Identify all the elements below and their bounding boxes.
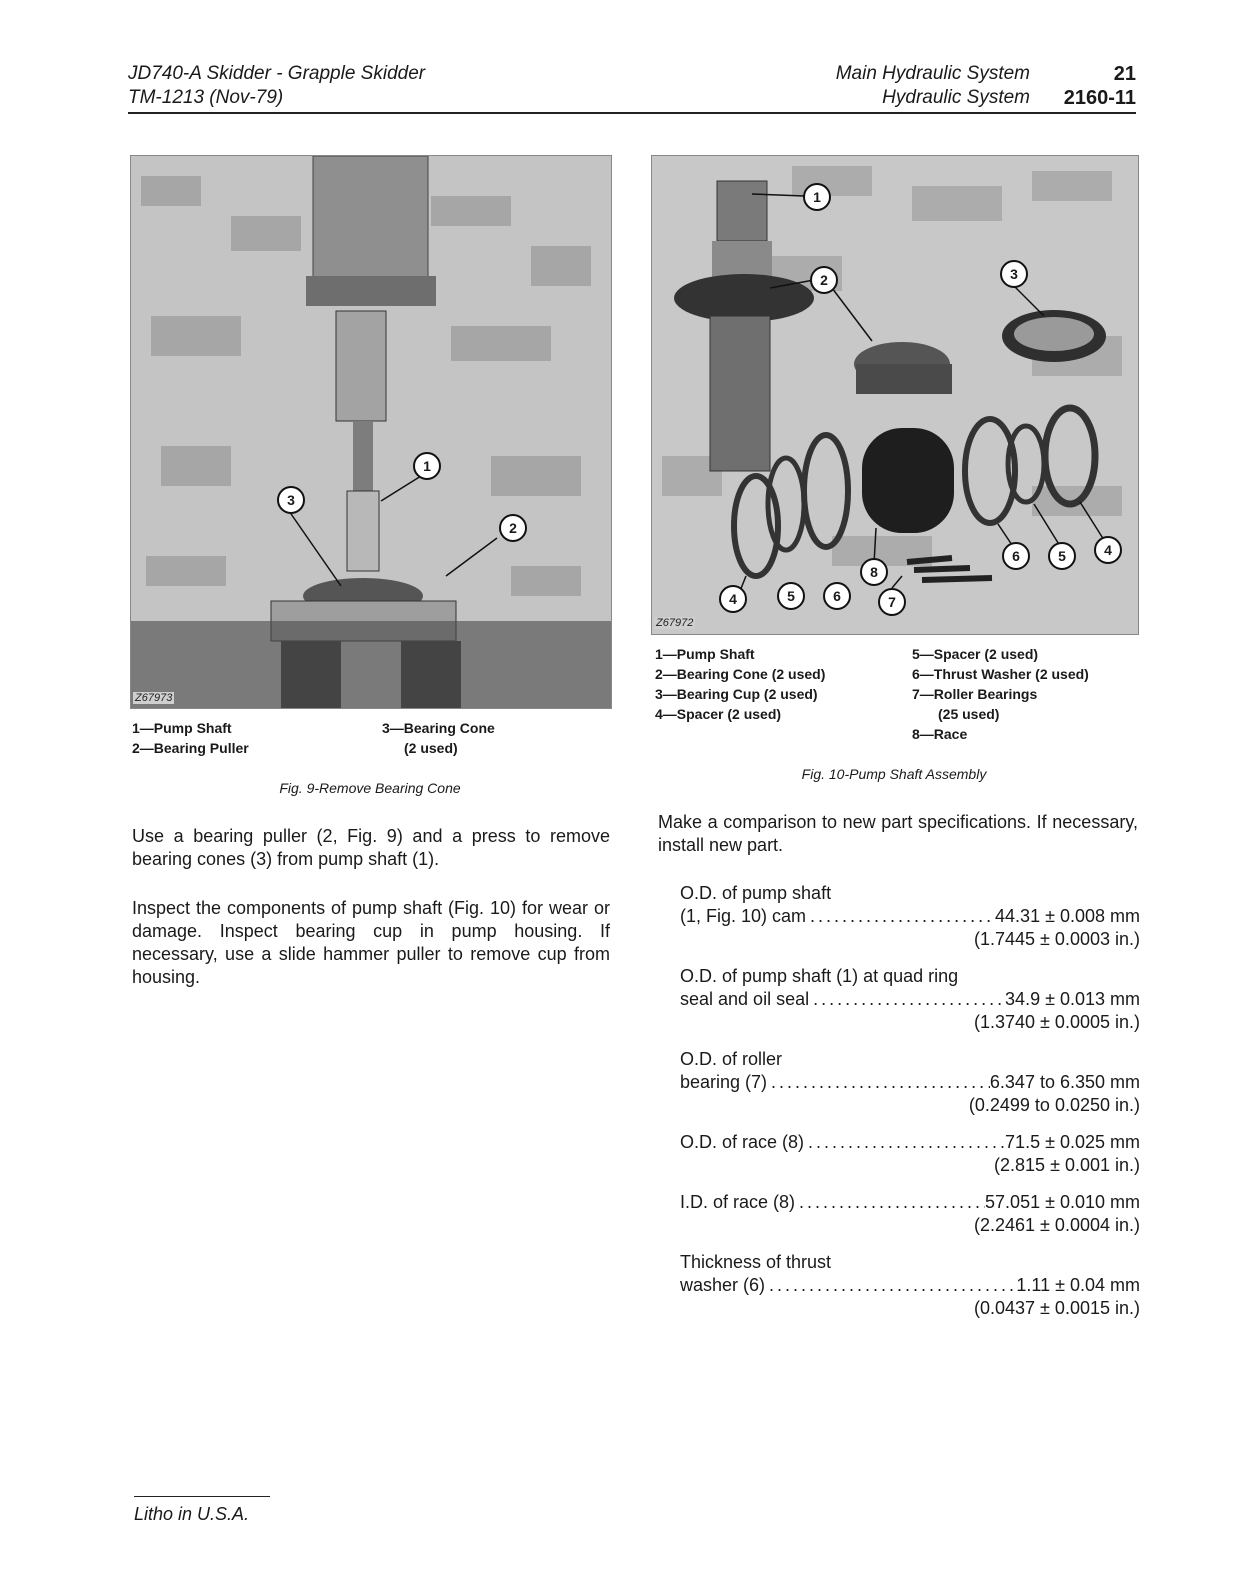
spec-imperial: (0.0437 ± 0.0015 in.) [974, 1298, 1140, 1318]
fig9-photo [130, 155, 612, 709]
spec-label: (1, Fig. 10) cam [680, 906, 807, 926]
spec-imperial: (2.815 ± 0.001 in.) [994, 1155, 1140, 1175]
spec-label: O.D. of pump shaft [680, 883, 832, 903]
spec-race-od [680, 1131, 1140, 1179]
spec-label: O.D. of roller [680, 1049, 783, 1069]
fig10-legend-col2 [912, 644, 1137, 744]
fig10-callout-bearing-cup: 3 [1000, 260, 1028, 288]
spec-leader [765, 1274, 1016, 1297]
fig10-legend-item: 3—Bearing Cup (2 used) [655, 686, 818, 702]
manual-title: JD740-A Skidder - Grapple Skidder [128, 63, 426, 84]
spec-metric: 44.31 ± 0.008 mm [995, 906, 1140, 926]
spec-leader [767, 1071, 990, 1094]
spec-leader [804, 1131, 1005, 1154]
fig9-callout-3: 3 [277, 486, 305, 514]
fig10-legend-item: 5—Spacer (2 used) [912, 646, 1039, 662]
spec-race-id [680, 1191, 1140, 1239]
fig10-legend-item: 4—Spacer (2 used) [655, 706, 782, 722]
spec-label: I.D. of race (8) [680, 1192, 796, 1212]
spec-label: seal and oil seal [680, 989, 810, 1009]
spec-label: O.D. of pump shaft (1) at quad ring [680, 966, 959, 986]
manual-code: TM-1213 (Nov-79) [128, 87, 284, 108]
paragraph-comparison: Make a comparison to new part specifications. If necessary, install new part. [658, 812, 1138, 855]
fig10-callout-washer-6-left: 6 [823, 582, 851, 610]
fig10-photo-code: Z67972 [656, 617, 694, 629]
spec-label: bearing (7) [680, 1072, 768, 1092]
footer-litho: Litho in U.S.A. [134, 1504, 250, 1524]
fig9-legend-item: 3—Bearing Cone [382, 720, 495, 736]
fig10-callout-spacer-4-right: 4 [1094, 536, 1122, 564]
spec-thrust-washer [680, 1251, 1140, 1321]
fig10-callout-roller-bearings: 7 [878, 588, 906, 616]
spec-pump-shaft-cam [680, 882, 1140, 952]
footer-rule [134, 1496, 270, 1497]
spec-leader [809, 988, 1005, 1011]
spec-label: Thickness of thrust [680, 1252, 832, 1272]
paragraph-remove-cone: Use a bearing puller (2, Fig. 9) and a press to remove bearing cones (3) from pump shaft (1). [132, 826, 610, 869]
fig10-callout-bearing-cone: 2 [810, 266, 838, 294]
fig9-legend-col1 [132, 718, 352, 758]
fig9-legend-col2 [382, 718, 602, 758]
fig10-photo [651, 155, 1139, 635]
spec-leader [795, 1191, 985, 1214]
spec-roller-bearing [680, 1048, 1140, 1118]
fig10-caption: Fig. 10-Pump Shaft Assembly [801, 766, 987, 782]
spec-imperial: (2.2461 ± 0.0004 in.) [974, 1215, 1140, 1235]
spec-leader [806, 905, 995, 928]
spec-metric: 57.051 ± 0.010 mm [985, 1192, 1140, 1212]
fig10-legend-item: (25 used) [938, 706, 1000, 722]
fig10-legend-item: 8—Race [912, 726, 968, 742]
spec-metric: 34.9 ± 0.013 mm [1005, 989, 1140, 1009]
fig10-callout-spacer-4-left: 4 [719, 585, 747, 613]
paragraph-inspect: Inspect the components of pump shaft (Fig. 10) for wear or damage. Inspect bearing cup in pump housing. If necessary, use a slide hammer puller to remove cup from housing. [132, 898, 610, 987]
fig10-callout-spacer-5-right: 5 [1048, 542, 1076, 570]
subsection-title: Hydraulic System [882, 87, 1030, 108]
fig10-callout-washer-6-right: 6 [1002, 542, 1030, 570]
header-rule [128, 112, 1136, 114]
fig10-callout-spacer-5-left: 5 [777, 582, 805, 610]
spec-metric: 1.11 ± 0.04 mm [1016, 1275, 1140, 1295]
spec-label: O.D. of race (8) [680, 1132, 805, 1152]
fig10-legend-item: 2—Bearing Cone (2 used) [655, 666, 826, 682]
fig9-illustration [131, 156, 611, 708]
fig9-legend-item: (2 used) [404, 740, 458, 756]
spec-label: washer (6) [680, 1275, 766, 1295]
fig10-legend-item: 7—Roller Bearings [912, 686, 1038, 702]
spec-list [680, 882, 1140, 1322]
fig9-callout-1: 1 [413, 452, 441, 480]
fig9-callout-2: 2 [499, 514, 527, 542]
fig10-legend-item: 6—Thrust Washer (2 used) [912, 666, 1089, 682]
fig10-legend-col1 [655, 644, 895, 724]
fig10-callout-race: 8 [860, 558, 888, 586]
spec-pump-shaft-seal [680, 965, 1140, 1035]
fig10-legend-item: 1—Pump Shaft [655, 646, 755, 662]
spec-metric: 6.347 to 6.350 mm [989, 1072, 1140, 1092]
spec-metric: 71.5 ± 0.025 mm [1005, 1132, 1140, 1152]
spec-imperial: (1.7445 ± 0.0003 in.) [974, 929, 1140, 949]
fig9-legend-item: 1—Pump Shaft [132, 720, 232, 736]
section-code: 2160-11 [1063, 87, 1136, 109]
section-title: Main Hydraulic System [835, 63, 1030, 84]
fig9-caption: Fig. 9-Remove Bearing Cone [279, 780, 461, 796]
fig9-legend-item: 2—Bearing Puller [132, 740, 249, 756]
page-number: 21 [1113, 63, 1136, 85]
spec-imperial: (1.3740 ± 0.0005 in.) [974, 1012, 1140, 1032]
fig9-photo-code: Z67973 [135, 692, 173, 704]
spec-imperial: (0.2499 to 0.0250 in.) [968, 1095, 1140, 1115]
fig10-callout-pump-shaft: 1 [803, 183, 831, 211]
